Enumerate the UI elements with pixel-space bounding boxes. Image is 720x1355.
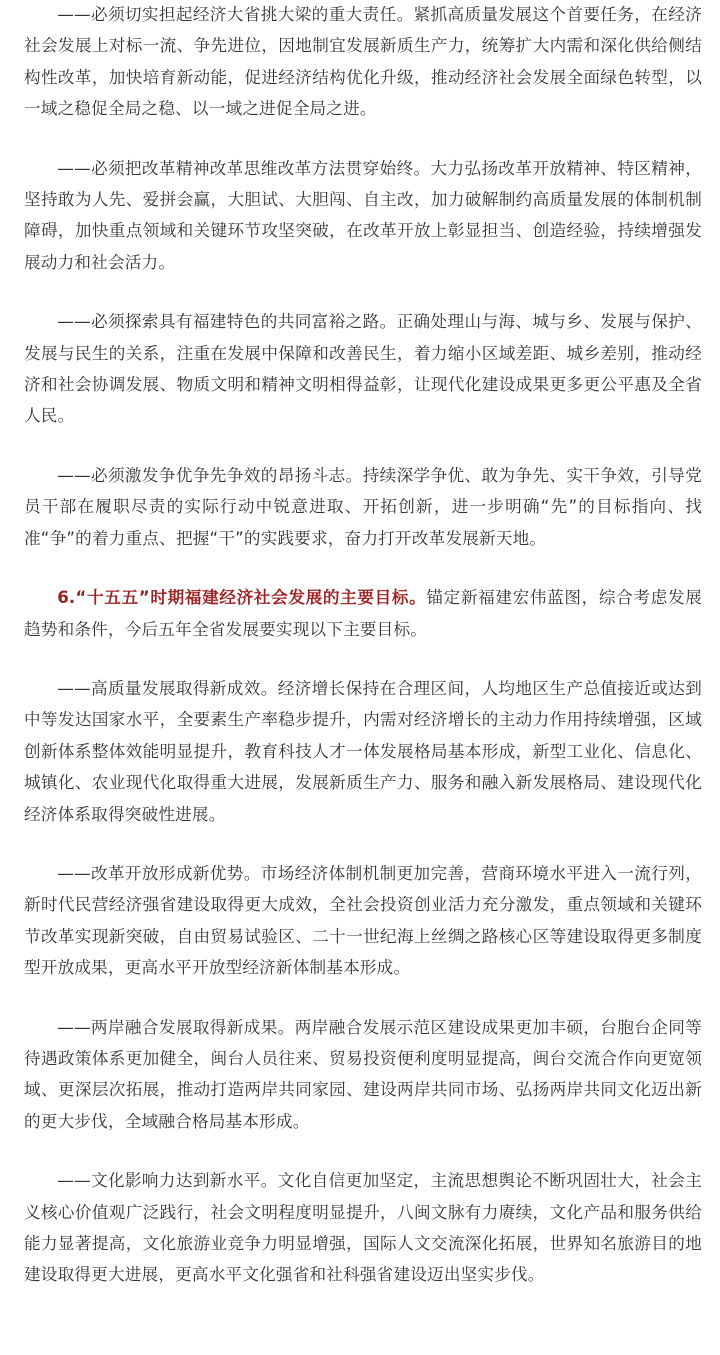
paragraph-fighting-spirit: ——必须激发争优争先争效的昂扬斗志。持续深学争优、敢为争先、实干争效，引导党员干部在履职尽责的实际行动中锐意进取、开拓创新，进一步明确“先”的目标指向、找准“争”的着力重点、把握“干”的实践要求，奋力打开改革发展新天地。 <box>24 465 702 548</box>
paragraph-gap <box>24 984 702 1012</box>
paragraph-gap <box>24 554 702 582</box>
paragraph-common-prosperity: ——必须探索具有福建特色的共同富裕之路。正确处理山与海、城与乡、发展与保护、发展与民生的关系，注重在发展中保障和改善民生，着力缩小区域差距、城乡差别，推动经济和社会协调发展、物质文明和精神文明相得益彰，让现代化建设成果更多更公平惠及全省人民。 <box>24 312 702 426</box>
paragraph-high-quality-development: ——高质量发展取得新成效。经济增长保持在合理区间，人均地区生产总值接近或达到中等发达国家水平，全要素生产率稳步提升，内需对经济增长的主动力作用持续增强，区域创新体系整体效能明显提升，教育科技人才一体发展格局基本形成，新型工业化、信息化、城镇化、农业现代化取得重大进展，发展新质生产力、服务和融入新发展格局、建设现代化经济体系取得突破性进展。 <box>24 678 702 824</box>
paragraph-gap <box>24 645 702 673</box>
paragraph-main-goals <box>24 582 702 645</box>
paragraph-reform-spirit: ——必须把改革精神改革思维改革方法贯穿始终。大力弘扬改革开放精神、特区精神，坚持敢为人先、爱拼会赢，大胆试、大胆闯、自主改，加力破解制约高质量发展的体制机制障碍，加快重点领域和关键环节攻坚突破，在改革开放上彰显担当、创造经验，持续增强发展动力和社会活力。 <box>24 158 702 272</box>
paragraph-gap <box>24 1137 702 1165</box>
paragraph-gap <box>24 432 702 460</box>
paragraph-gap <box>24 830 702 858</box>
paragraph-cultural-influence: ——文化影响力达到新水平。文化自信更加坚定，主流思想舆论不断巩固壮大，社会主义核心价值观广泛践行，社会文明程度明显提升，八闽文脉有力赓续，文化产品和服务供给能力显著提高，文化旅游业竞争力明显增强，国际人文交流深化拓展，世界知名旅游目的地建设取得更大进展，更高水平文化强省和社科强省建设迈出坚实步伐。 <box>24 1171 702 1285</box>
paragraph-cross-strait: ——两岸融合发展取得新成果。两岸融合发展示范区建设成果更加丰硕，台胞台企同等待遇政策体系更加健全，闽台人员往来、贸易投资便利度明显提高，闽台交流合作向更宽领域、更深层次拓展，推动打造两岸共同家园、建设两岸共同市场、弘扬两岸共同文化迈出新的更大步伐，全域融合格局基本形成。 <box>24 1017 702 1131</box>
section-intro-text: 锚定新福建宏伟蓝图，综合考虑发展趋势和条件，今后五年全省发展要实现以下主要目标。 <box>24 588 702 639</box>
paragraph-responsibility: ——必须切实担起经济大省挑大梁的重大责任。紧抓高质量发展这个首要任务，在经济社会发展上对标一流、争先进位，因地制宜发展新质生产力，统筹扩大内需和深化供给侧结构性改革，加快培育新动能，促进经济结构优化升级，推动经济社会发展全面绿色转型，以一域之稳促全局之稳、以一域之进促全局之进。 <box>24 5 702 119</box>
paragraph-gap <box>24 125 702 153</box>
section-heading: 6.“十五五”时期福建经济社会发展的主要目标。 <box>57 588 427 608</box>
paragraph-gap <box>24 278 702 306</box>
paragraph-reform-opening: ——改革开放形成新优势。市场经济体制机制更加完善，营商环境水平进入一流行列，新时代民营经济强省建设取得更大成效，全社会投资创业活力充分激发，重点领域和关键环节改革实现新突破，自由贸易试验区、二十一世纪海上丝绸之路核心区等建设取得更多制度型开放成果，更高水平开放型经济新体制基本形成。 <box>24 863 702 978</box>
